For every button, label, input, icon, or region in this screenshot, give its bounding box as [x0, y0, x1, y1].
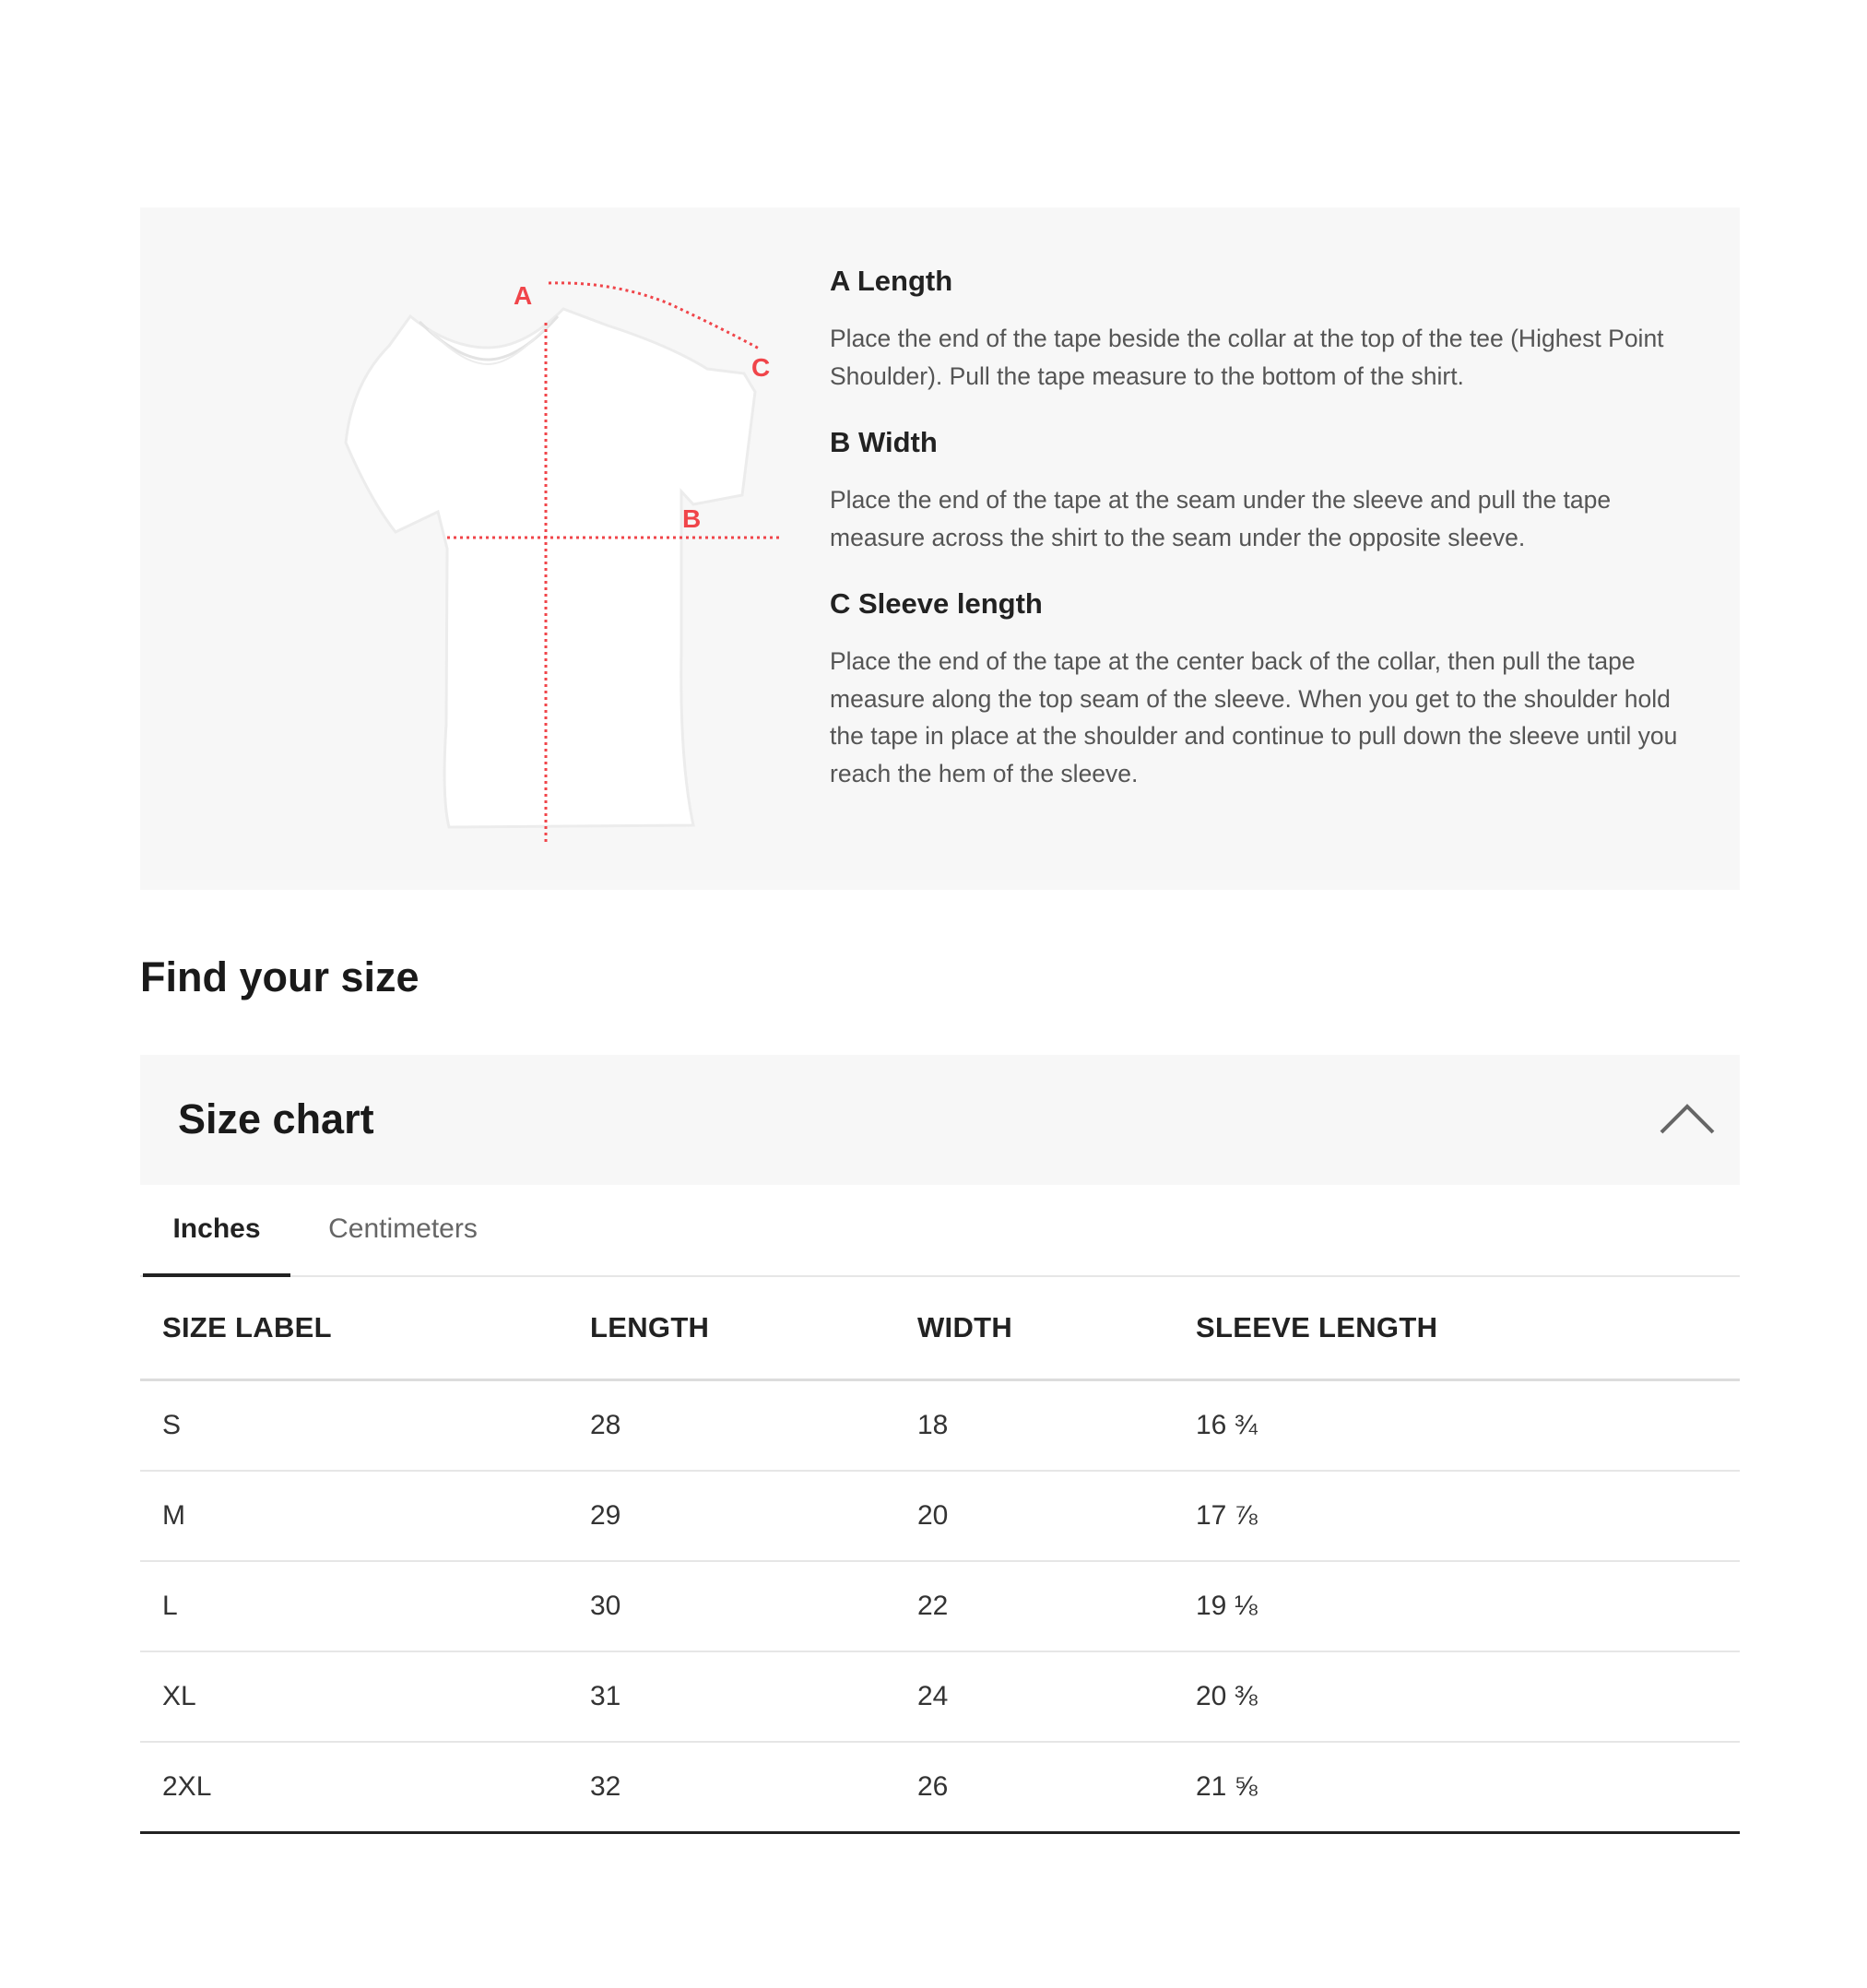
width-cell: 26	[895, 1742, 1174, 1833]
width-cell: 24	[895, 1651, 1174, 1742]
tshirt-icon	[346, 309, 755, 827]
measurement-guide-panel	[140, 207, 1740, 890]
diagram-label-a: A	[514, 281, 533, 310]
guide-section-length	[830, 263, 1692, 395]
guide-body: Place the end of the tape beside the collar at the top of the tee (Highest Point Shoulder). Pull the tape measure to the bottom of the shirt.	[830, 325, 1664, 390]
column-header-length: LENGTH	[568, 1277, 895, 1380]
guide-body: Place the end of the tape at the center back of the collar, then pull the tape measure along the top seam of the sleeve. When you get to the shoulder hold the tape in place at the shoulder and continue to pull down the sleeve until you reach the hem of the sleeve.	[830, 647, 1678, 787]
diagram-label-b: B	[682, 504, 702, 533]
table-row	[140, 1471, 1740, 1561]
unit-tabs	[140, 1185, 1740, 1277]
length-cell: 32	[568, 1742, 895, 1833]
guide-heading: A Length	[830, 265, 953, 297]
tshirt-measurement-diagram	[191, 244, 781, 853]
length-cell: 31	[568, 1651, 895, 1742]
tab-centimeters[interactable]: Centimeters	[328, 1213, 478, 1244]
width-cell: 18	[895, 1380, 1174, 1472]
length-cell: 28	[568, 1380, 895, 1472]
column-header-sleeve-length: SLEEVE LENGTH	[1174, 1277, 1740, 1380]
column-header-size-label: SIZE LABEL	[140, 1277, 568, 1380]
diagram-label-c: C	[751, 353, 771, 382]
find-your-size-heading: Find your size	[140, 953, 419, 1000]
size-label-cell: L	[140, 1561, 568, 1651]
size-label-cell: 2XL	[140, 1742, 568, 1833]
size-label-cell: XL	[140, 1651, 568, 1742]
size-label-cell: M	[140, 1471, 568, 1561]
length-cell: 29	[568, 1471, 895, 1561]
width-cell: 20	[895, 1471, 1174, 1561]
chevron-up-icon[interactable]	[1658, 1099, 1717, 1136]
guide-heading: C Sleeve length	[830, 587, 1043, 620]
table-row	[140, 1561, 1740, 1651]
column-header-width: WIDTH	[895, 1277, 1174, 1380]
measurement-instructions	[830, 263, 1692, 822]
size-chart-table	[140, 1277, 1740, 1834]
size-label-cell: S	[140, 1380, 568, 1472]
guide-section-width	[830, 424, 1692, 556]
table-row	[140, 1651, 1740, 1742]
size-chart-title: Size chart	[178, 1095, 374, 1142]
sleeve-length-cell: 16 ¾	[1174, 1380, 1740, 1472]
table-header-row	[140, 1277, 1740, 1380]
guide-heading: B Width	[830, 426, 938, 458]
guide-body: Place the end of the tape at the seam under the sleeve and pull the tape measure across the shirt to the seam under the opposite sleeve.	[830, 486, 1612, 551]
width-cell: 22	[895, 1561, 1174, 1651]
size-chart-accordion-toggle[interactable]	[140, 1055, 1740, 1185]
sleeve-length-cell: 19 ⅛	[1174, 1561, 1740, 1651]
table-row	[140, 1380, 1740, 1472]
sleeve-length-cell: 17 ⅞	[1174, 1471, 1740, 1561]
length-cell: 30	[568, 1561, 895, 1651]
sleeve-length-cell: 21 ⅝	[1174, 1742, 1740, 1833]
guide-section-sleeve-length	[830, 586, 1692, 792]
tab-inches[interactable]: Inches	[143, 1185, 290, 1277]
table-row	[140, 1742, 1740, 1833]
sleeve-length-cell: 20 ⅜	[1174, 1651, 1740, 1742]
